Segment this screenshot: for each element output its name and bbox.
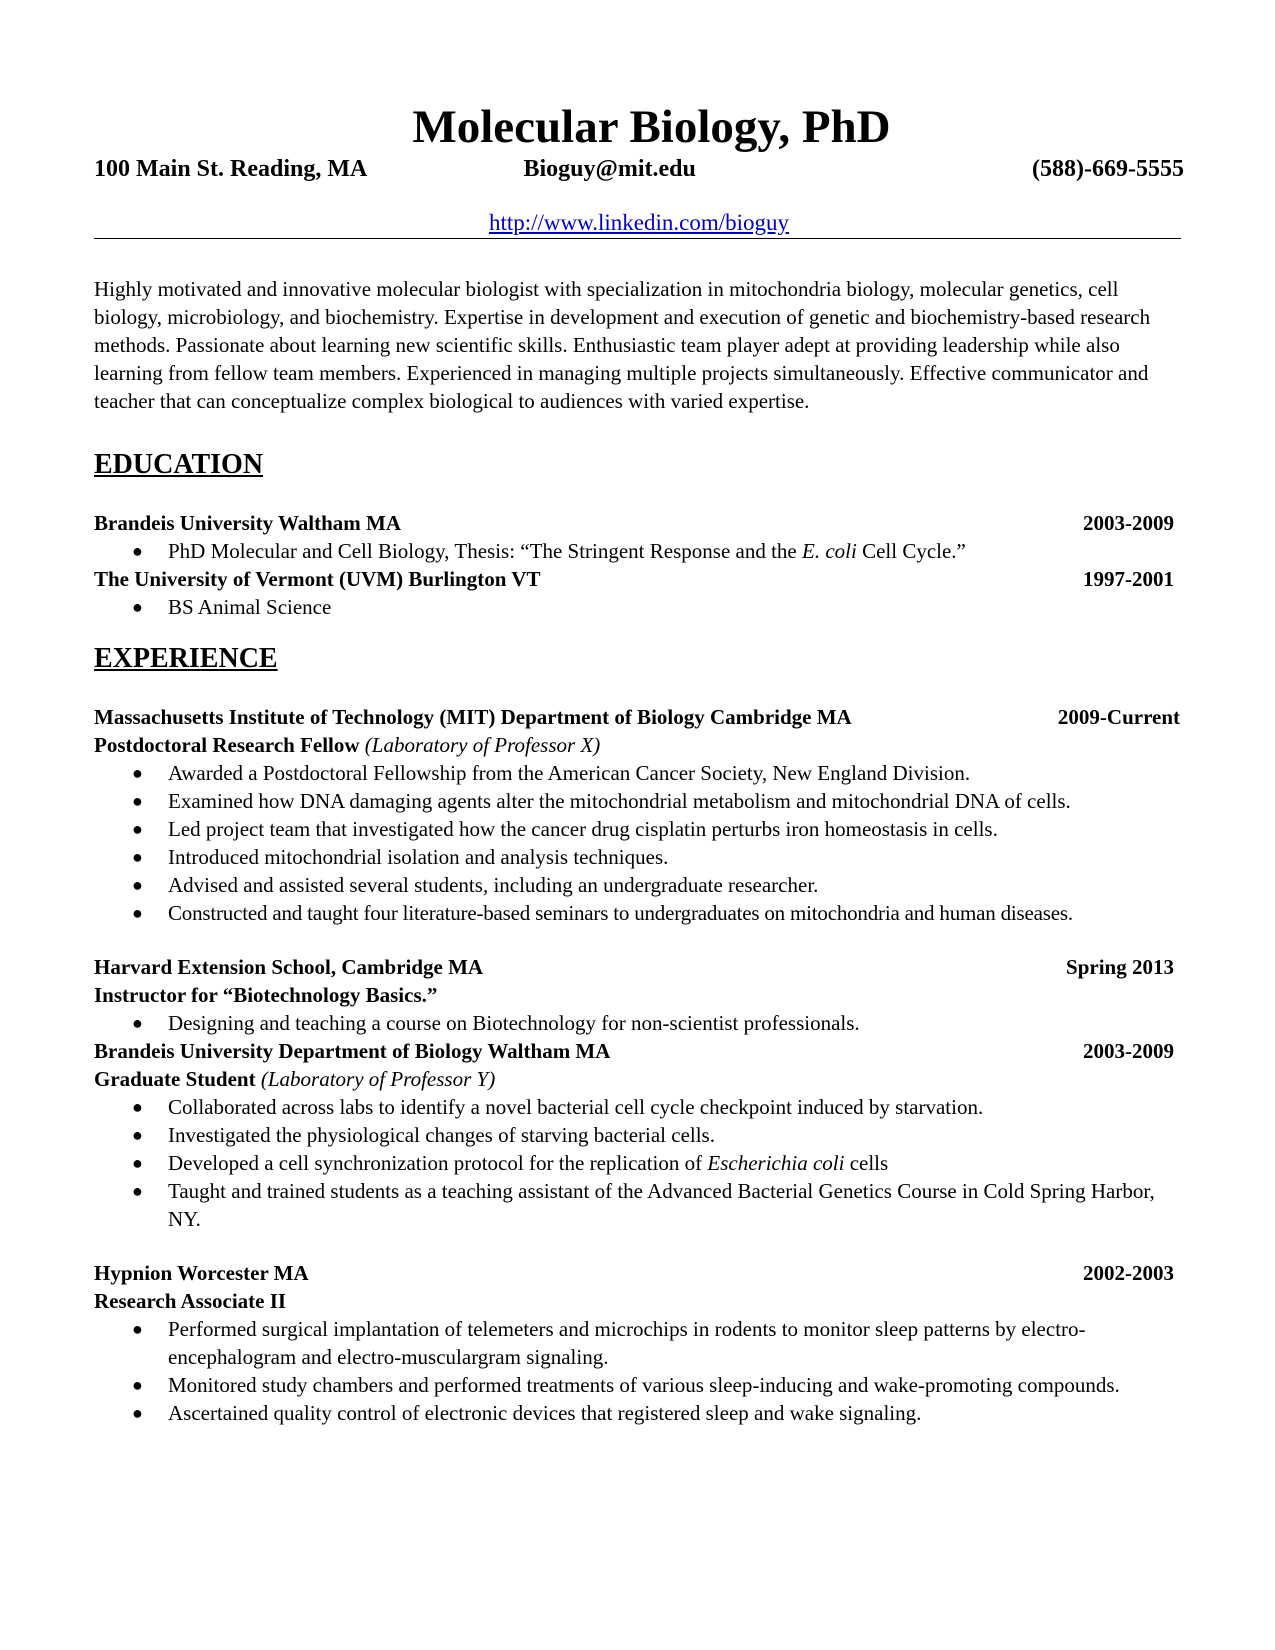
list-item: ● Monitored study chambers and performed treatments of various sleep-inducing and wake-promoting compounds. <box>132 1373 1120 1397</box>
list-item: ● Investigated the physiological changes of starving bacterial cells. <box>132 1123 715 1147</box>
dates: 1997-2001 <box>1083 567 1174 591</box>
dates: 2003-2009 <box>1083 511 1174 535</box>
linkedin-line <box>94 208 1184 238</box>
experience-entry-header <box>94 1037 1184 1065</box>
list-item: ● Developed a cell synchronization protocol for the replication of Escherichia coli cells <box>132 1151 889 1175</box>
dates: 2009-Current <box>1057 705 1180 729</box>
resume-page <box>94 100 1184 1427</box>
education-entry-header <box>94 509 1184 537</box>
bullet-icon: ● <box>132 1375 143 1395</box>
education-bullets <box>94 593 1184 621</box>
phone: (588)-669-5555 <box>1032 156 1184 182</box>
experience-entry-header <box>94 1259 1184 1287</box>
list-item: ● Awarded a Postdoctoral Fellowship from the American Cancer Society, New England Division. <box>132 761 971 785</box>
organization: Hypnion Worcester MA <box>94 1261 309 1285</box>
resume-title: Molecular Biology, PhD <box>412 101 891 153</box>
contact-line <box>94 154 1184 184</box>
list-item: ● Led project team that investigated how the cancer drug cisplatin perturbs iron homeostasis in cells. <box>132 817 998 841</box>
organization: Massachusetts Institute of Technology (MIT) Department of Biology Cambridge MA <box>94 705 852 729</box>
bullet-icon: ● <box>132 791 143 811</box>
institution: The University of Vermont (UVM) Burlington VT <box>94 567 541 591</box>
list-item: ● PhD Molecular and Cell Biology, Thesis: “The Stringent Response and the E. coli Cell Cycle.” <box>132 539 966 563</box>
bullet-icon: ● <box>132 597 143 617</box>
bullet-icon: ● <box>132 875 143 895</box>
bullet-icon: ● <box>132 1013 143 1033</box>
organization: Brandeis University Department of Biology Waltham MA <box>94 1039 611 1063</box>
header-divider <box>94 238 1181 239</box>
education-heading: EDUCATION <box>94 449 264 480</box>
address: 100 Main St. Reading, MA <box>94 156 368 182</box>
hypnion-bullets <box>94 1315 1184 1427</box>
list-item: ● Designing and teaching a course on Biotechnology for non-scientist professionals. <box>132 1011 860 1035</box>
list-item: ● Ascertained quality control of electronic devices that registered sleep and wake signaling. <box>132 1401 922 1425</box>
role-title: Postdoctoral Research Fellow (Laboratory of Professor X) <box>94 733 601 757</box>
list-item: ● Advised and assisted several students, including an undergraduate researcher. <box>132 873 819 897</box>
bullet-icon: ● <box>132 1153 143 1173</box>
experience-heading: EXPERIENCE <box>94 643 278 674</box>
institution: Brandeis University Waltham MA <box>94 511 402 535</box>
harvard-bullets <box>94 1009 1184 1037</box>
bullet-icon: ● <box>132 541 143 561</box>
bullet-icon: ● <box>132 1125 143 1145</box>
list-item: ● Collaborated across labs to identify a novel bacterial cell cycle checkpoint induced by starvation. <box>132 1095 984 1119</box>
role-title: Graduate Student (Laboratory of Professor Y) <box>94 1067 496 1091</box>
role-title: Research Associate II <box>94 1289 287 1313</box>
dates: 2003-2009 <box>1083 1039 1174 1063</box>
education-entry-header <box>94 565 1184 593</box>
bullet-icon: ● <box>132 1319 143 1339</box>
experience-entry-header <box>94 953 1184 981</box>
bullet-icon: ● <box>132 819 143 839</box>
list-item: ● Constructed and taught four literature-based seminars to undergraduates on mitochondria and human diseases. <box>132 901 1073 925</box>
education-bullets <box>94 537 1184 565</box>
organization: Harvard Extension School, Cambridge MA <box>94 955 484 979</box>
mit-bullets <box>94 759 1184 927</box>
list-item: ● Introduced mitochondrial isolation and analysis techniques. <box>132 845 669 869</box>
experience-entry-header <box>94 703 1184 731</box>
list-item: ● Examined how DNA damaging agents alter the mitochondrial metabolism and mitochondrial DNA of cells. <box>132 789 1071 813</box>
summary-paragraph: Highly motivated and innovative molecular biologist with specialization in mitochondria biology, molecular genetics, cell biology, microbiology, and biochemistry. Expertise in development and execution of genetic and biochemistry-based research methods. Passionate about learning new scientific skills. Enthusiastic team player adept at providing leadership while also learning from fellow team members. Experienced in managing multiple projects simultaneously. Effective communicator and teacher that can conceptualize complex biological to audiences with varied expertise. <box>94 277 1151 413</box>
bullet-icon: ● <box>132 1181 143 1201</box>
bullet-icon: ● <box>132 763 143 783</box>
list-item: ● Taught and trained students as a teaching assistant of the Advanced Bacterial Genetics Course in Cold Spring Harbor, NY. <box>132 1179 1155 1231</box>
bullet-icon: ● <box>132 903 143 923</box>
role-title: Instructor for “Biotechnology Basics.” <box>94 983 438 1007</box>
brandeis-bullets <box>94 1093 1184 1233</box>
dates: Spring 2013 <box>1066 955 1174 979</box>
bullet-icon: ● <box>132 1097 143 1117</box>
linkedin-link[interactable]: http://www.linkedin.com/bioguy <box>488 210 790 235</box>
list-item: ● Performed surgical implantation of telemeters and microchips in rodents to monitor sleep patterns by electro-encephalogram and electro-musculargram signaling. <box>132 1317 1086 1369</box>
email: Bioguy@mit.edu <box>523 156 696 182</box>
bullet-icon: ● <box>132 847 143 867</box>
bullet-icon: ● <box>132 1403 143 1423</box>
list-item: ● BS Animal Science <box>132 595 332 619</box>
dates: 2002-2003 <box>1083 1261 1174 1285</box>
